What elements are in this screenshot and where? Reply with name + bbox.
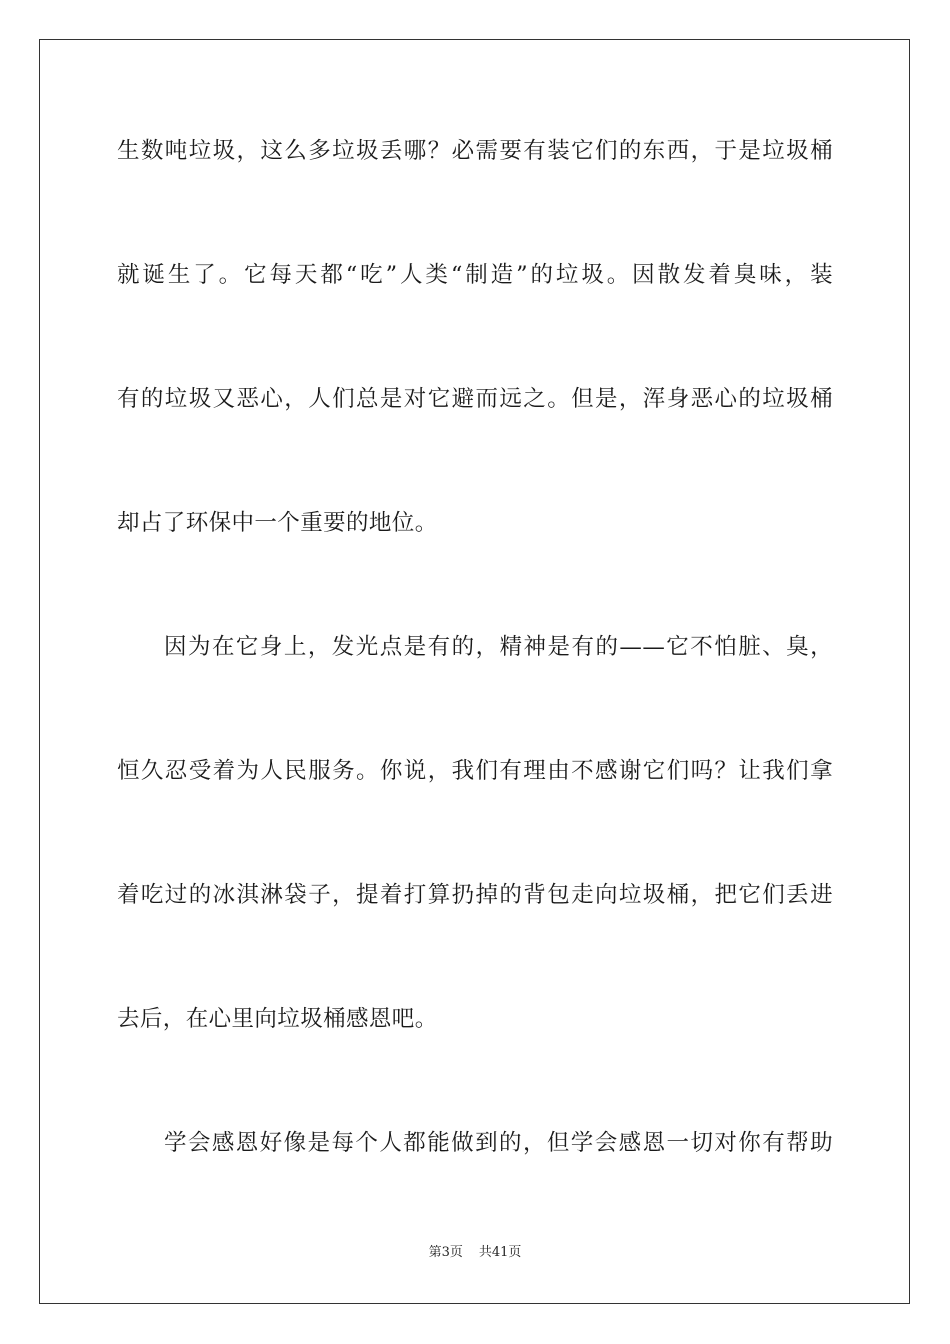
body-text-line: 去后，在心里向垃圾桶感恩吧。 [117, 1006, 438, 1032]
page-footer [0, 1243, 950, 1263]
body-text-line: 有的垃圾又恶心，人们总是对它避而远之。但是，浑身恶心的垃圾桶 [117, 386, 833, 412]
paragraph-first-line: 学会感恩好像是每个人都能做到的，但学会感恩一切对你有帮助 [164, 1130, 833, 1156]
paragraph-first-line: 因为在它身上，发光点是有的，精神是有的——它不怕脏、臭， [164, 634, 833, 660]
body-text-line: 着吃过的冰淇淋袋子，提着打算扔掉的背包走向垃圾桶，把它们丢进 [117, 882, 833, 908]
page-total: 共41页 [478, 1245, 522, 1260]
page-border [39, 39, 910, 1304]
body-text-line: 生数吨垃圾，这么多垃圾丢哪？必需要有装它们的东西，于是垃圾桶 [117, 138, 833, 164]
body-text-line: 却占了环保中一个重要的地位。 [117, 510, 438, 536]
body-text-line: 恒久忍受着为人民服务。你说，我们有理由不感谢它们吗？让我们拿 [117, 758, 833, 784]
page-number: 第3页 [428, 1245, 463, 1260]
body-text-line: 就诞生了。它每天都“吃”人类“制造”的垃圾。因散发着臭味，装 [117, 262, 833, 288]
